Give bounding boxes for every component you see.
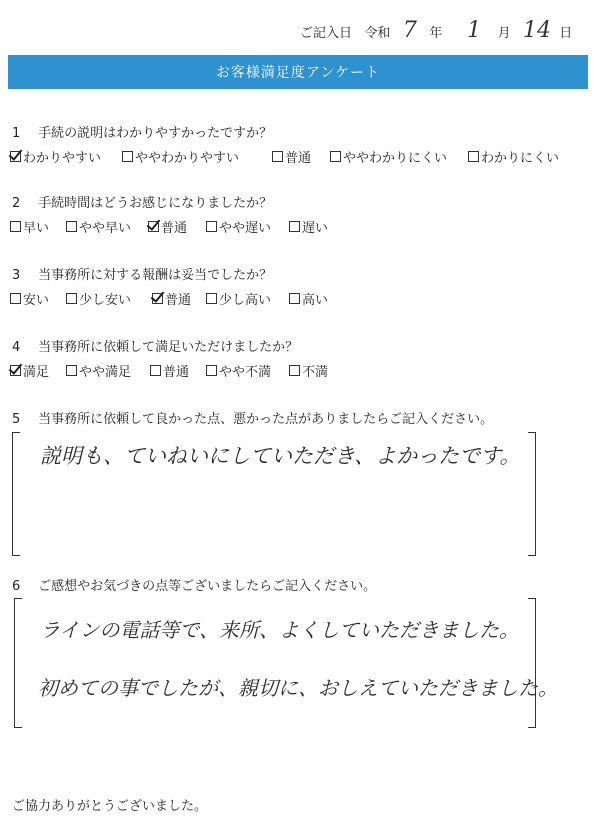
option-label: わかりやすい [23, 151, 102, 166]
checkbox-icon[interactable] [206, 221, 217, 232]
question-text: ご感想やお気づきの点等ございましたらご記入ください。 [38, 579, 377, 594]
option-checkbox[interactable] [206, 361, 271, 380]
option-label: 普通 [163, 365, 190, 380]
option-checkbox[interactable] [10, 147, 101, 166]
date-day: 14 [523, 18, 552, 43]
survey-title: お客様満足度アンケート [215, 65, 381, 81]
option-label: やや早い [79, 221, 132, 236]
question-number: 4 [12, 340, 21, 355]
option-checkbox[interactable] [66, 361, 131, 380]
option-label: 少し高い [219, 293, 272, 308]
option-label: 早い [23, 221, 50, 236]
thank-you-note: ご協力ありがとうございました。 [12, 799, 208, 814]
option-label: 普通 [161, 221, 188, 236]
checkbox-icon[interactable] [66, 293, 77, 304]
handwritten-answer: 説明も、ていねいにしていただき、よかったです。 [40, 444, 521, 468]
option-checkbox[interactable] [10, 361, 49, 380]
checkbox-icon[interactable] [289, 221, 300, 232]
question-3 [12, 264, 272, 283]
checkbox-icon[interactable] [272, 151, 283, 162]
option-label: 少し安い [79, 293, 132, 308]
option-checkbox[interactable] [289, 361, 328, 380]
option-checkbox[interactable] [206, 289, 271, 308]
checkbox-checked-icon[interactable] [10, 365, 21, 376]
question-number: 5 [12, 412, 21, 427]
checkbox-icon[interactable] [66, 365, 77, 376]
option-label: 普通 [165, 293, 192, 308]
date-month: 1 [467, 18, 482, 43]
option-checkbox[interactable] [289, 289, 328, 308]
survey-title-bar [8, 55, 588, 89]
checkbox-checked-icon[interactable] [152, 293, 163, 304]
option-checkbox[interactable] [10, 289, 49, 308]
checkbox-icon[interactable] [10, 221, 21, 232]
option-checkbox[interactable] [10, 217, 49, 236]
option-label: ややわかりやすい [135, 151, 240, 166]
option-label: わかりにくい [481, 151, 560, 166]
checkbox-icon[interactable] [206, 365, 217, 376]
checkbox-checked-icon[interactable] [148, 221, 159, 232]
option-checkbox[interactable] [272, 147, 311, 166]
option-label: ややわかりにくい [343, 151, 448, 166]
option-label: 高い [302, 293, 329, 308]
handwritten-answer-line-2: 初めての事でしたが、親切に、おしえていただきました。 [38, 676, 558, 700]
question-text: 当事務所に対する報酬は妥当でしたか？ [38, 268, 273, 283]
option-label: 遅い [302, 221, 329, 236]
question-text: 手続時間はどうお感じになりましたか？ [38, 196, 273, 211]
option-label: 安い [23, 293, 50, 308]
date-month-unit: 月 [497, 26, 511, 41]
date-day-unit: 日 [559, 26, 573, 41]
option-checkbox[interactable] [148, 217, 187, 236]
date-label: ご記入日 [300, 26, 353, 41]
checkbox-icon[interactable] [66, 221, 77, 232]
checkbox-icon[interactable] [289, 293, 300, 304]
option-label: やや不満 [219, 365, 272, 380]
option-checkbox[interactable] [66, 289, 131, 308]
option-label: 普通 [285, 151, 312, 166]
question-6 [12, 575, 376, 594]
question-4 [12, 336, 298, 355]
checkbox-icon[interactable] [330, 151, 341, 162]
checkbox-icon[interactable] [10, 293, 21, 304]
checkbox-icon[interactable] [289, 365, 300, 376]
question-number: 3 [12, 268, 21, 283]
option-checkbox[interactable] [206, 217, 271, 236]
question-number: 6 [12, 579, 21, 594]
checkbox-checked-icon[interactable] [10, 151, 21, 162]
date-line [300, 18, 590, 43]
question-number: 1 [12, 126, 21, 141]
question-number: 2 [12, 196, 21, 211]
question-text: 当事務所に依頼して満足いただけましたか？ [38, 340, 299, 355]
question-2 [12, 192, 272, 211]
checkbox-icon[interactable] [122, 151, 133, 162]
answer-box-6[interactable] [14, 598, 558, 728]
option-checkbox[interactable] [468, 147, 559, 166]
option-checkbox[interactable] [150, 361, 189, 380]
option-label: 満足 [23, 365, 50, 380]
question-text: 当事務所に依頼して良かった点、悪かった点がありましたらご記入ください。 [38, 412, 494, 427]
option-checkbox[interactable] [122, 147, 239, 166]
date-year: 7 [402, 18, 417, 43]
option-checkbox[interactable] [289, 217, 328, 236]
date-year-unit: 年 [429, 26, 443, 41]
date-era: 令和 [364, 26, 391, 41]
option-label: やや満足 [79, 365, 132, 380]
question-5 [12, 408, 493, 427]
option-label: 不満 [302, 365, 329, 380]
question-text: 手続の説明はわかりやすかったですか？ [38, 126, 273, 141]
checkbox-icon[interactable] [206, 293, 217, 304]
option-checkbox[interactable] [66, 217, 131, 236]
option-checkbox[interactable] [152, 289, 191, 308]
handwritten-answer-line-1: ラインの電話等で、来所、よくしていただきました。 [40, 618, 519, 642]
option-checkbox[interactable] [330, 147, 447, 166]
answer-box-5[interactable] [12, 432, 536, 556]
option-label: やや遅い [219, 221, 272, 236]
question-1 [12, 122, 272, 141]
checkbox-icon[interactable] [468, 151, 479, 162]
checkbox-icon[interactable] [150, 365, 161, 376]
